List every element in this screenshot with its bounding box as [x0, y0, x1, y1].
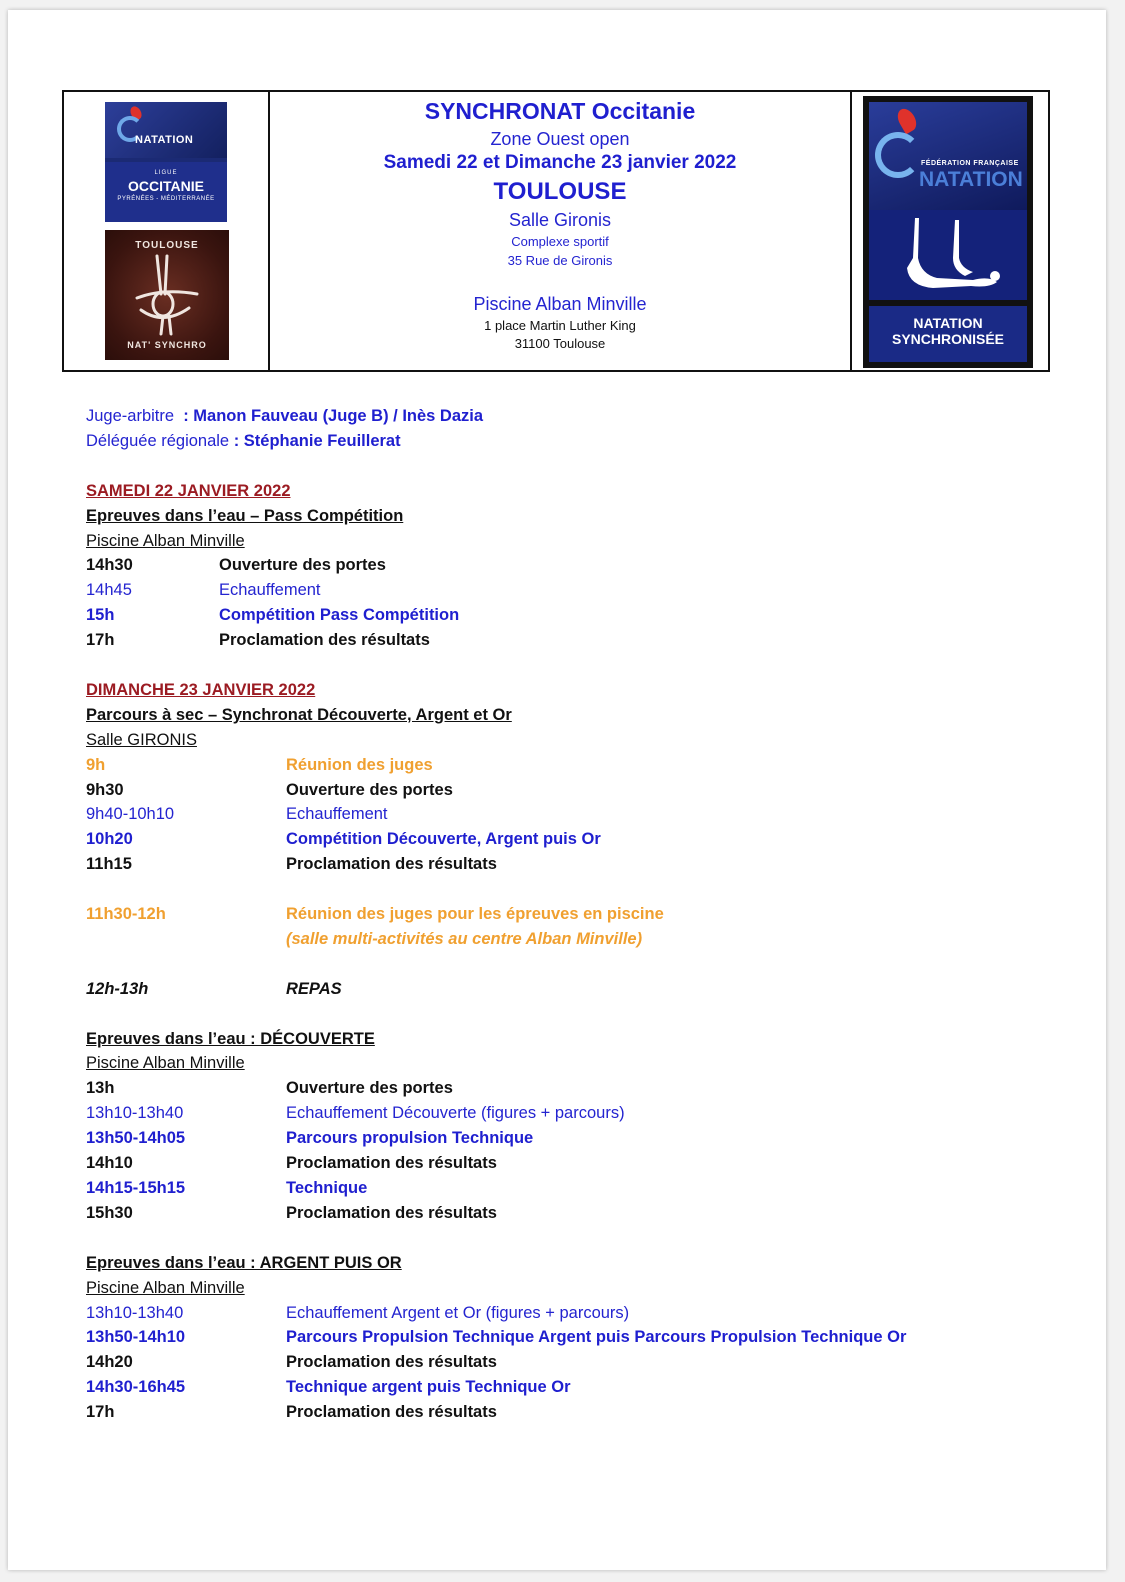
schedule-row: [86, 1350, 1066, 1375]
schedule-row: [86, 578, 1066, 603]
judges-meeting-note: (salle multi-activités au centre Alban Minville): [286, 929, 643, 948]
header-left-logos: [64, 92, 270, 370]
schedule-row: [86, 802, 1066, 827]
schedule-label: Ouverture des portes: [286, 1079, 453, 1098]
venue1-name: Salle Gironis: [508, 210, 612, 230]
schedule-label: Proclamation des résultats: [286, 1154, 497, 1173]
schedule-label: Proclamation des résultats: [286, 1353, 497, 1372]
schedule-time: 13h10-13h40: [86, 1303, 184, 1322]
meal-row: [86, 977, 1066, 1002]
schedule-row: [86, 1126, 1066, 1151]
argent-or-place: Piscine Alban Minville: [86, 1278, 245, 1297]
schedule-time: 13h10-13h40: [86, 1104, 184, 1123]
delegate-label: Déléguée régionale: [86, 431, 230, 450]
schedule-label: Parcours propulsion Technique: [286, 1129, 534, 1148]
sunday-heading: DIMANCHE 23 JANVIER 2022: [86, 680, 316, 699]
event-dates: Samedi 22 et Dimanche 23 janvier 2022: [383, 152, 737, 173]
schedule-row: [86, 628, 1066, 653]
swimmers-icon: [127, 254, 207, 338]
judges-meeting-row: [86, 902, 1066, 927]
schedule-label: Réunion des juges: [286, 755, 433, 774]
schedule-row: [86, 778, 1066, 803]
schedule-time: 14h45: [86, 581, 132, 600]
schedule-row: [86, 603, 1066, 628]
schedule-label: Proclamation des résultats: [286, 855, 497, 874]
schedule-row: [86, 827, 1066, 852]
event-city: TOULOUSE: [493, 178, 627, 205]
schedule-label: REPAS: [286, 979, 342, 998]
saturday-heading: SAMEDI 22 JANVIER 2022: [86, 481, 291, 500]
header-table: [62, 90, 1050, 372]
delegate-value: : Stéphanie Feuillerat: [233, 431, 401, 450]
judge-label: Juge-arbitre: [86, 407, 175, 425]
header-right-logo: [852, 92, 1048, 370]
logo-toulouse-text: TOULOUSE: [135, 240, 199, 251]
logo-ligue-text: LIGUE: [154, 170, 178, 176]
schedule-content: [86, 404, 1066, 1425]
document-page: [8, 10, 1106, 1570]
schedule-time: 9h40-10h10: [86, 805, 175, 824]
schedule-time: 11h15: [86, 855, 132, 874]
schedule-label: Technique argent puis Technique Or: [286, 1378, 571, 1397]
decouverte-place: Piscine Alban Minville: [86, 1054, 245, 1073]
logo-natsynchro-text: NAT' SYNCHRO: [127, 340, 207, 350]
schedule-label: Echauffement: [219, 581, 321, 600]
schedule-time: 12h-13h: [86, 979, 149, 998]
schedule-time: 13h: [86, 1079, 115, 1098]
logo-natation-text: NATATION: [919, 168, 1023, 191]
schedule-time: 17h: [86, 631, 115, 650]
schedule-label: Réunion des juges pour les épreuves en piscine: [286, 905, 664, 924]
schedule-row: [86, 1400, 1066, 1425]
schedule-time: 9h30: [86, 780, 124, 799]
schedule-label: Echauffement: [286, 805, 388, 824]
schedule-time: 14h30-16h45: [86, 1378, 186, 1397]
schedule-time: 9h: [86, 755, 106, 774]
schedule-row: [86, 852, 1066, 877]
schedule-time: 14h10: [86, 1154, 133, 1173]
schedule-label: Proclamation des résultats: [286, 1203, 497, 1222]
schedule-row: [86, 1151, 1066, 1176]
synchro-swimmers-icon: [893, 218, 1003, 292]
decouverte-section-heading: Epreuves dans l’eau : DÉCOUVERTE: [86, 1029, 375, 1048]
schedule-time: 14h20: [86, 1353, 133, 1372]
logo-natsync-line1: NATATION: [913, 315, 983, 331]
schedule-row: [86, 1375, 1066, 1400]
header-center: [270, 92, 852, 370]
logo-occitanie-text: OCCITANIE: [128, 178, 204, 194]
schedule-row: [86, 1076, 1066, 1101]
judges-meeting-note-row: [86, 927, 1066, 952]
toulouse-nat-synchro-logo: [105, 230, 229, 360]
saturday-section-heading: Epreuves dans l’eau – Pass Compétition: [86, 506, 404, 525]
schedule-row: [86, 553, 1066, 578]
schedule-label: Echauffement Découverte (figures + parcours): [286, 1104, 625, 1123]
schedule-label: Proclamation des résultats: [219, 631, 430, 650]
judge-value: : Manon Fauveau (Juge B) / Inès Dazia: [183, 407, 484, 425]
schedule-time: 14h15-15h15: [86, 1179, 186, 1198]
dry-section-heading: Parcours à sec – Synchronat Découverte, Argent et Or: [86, 705, 512, 724]
schedule-row: [86, 1301, 1066, 1326]
schedule-label: Echauffement Argent et Or (figures + parcours): [286, 1303, 630, 1322]
schedule-row: [86, 1101, 1066, 1126]
schedule-time: 14h30: [86, 556, 133, 575]
logo-ffn-text: FÉDÉRATION FRANÇAISE: [921, 160, 1019, 167]
event-zone: Zone Ouest open: [490, 129, 630, 149]
saturday-place: Piscine Alban Minville: [86, 531, 245, 550]
event-title: SYNCHRONAT Occitanie: [424, 98, 696, 124]
ffn-occitanie-logo: [105, 102, 227, 222]
schedule-label: Proclamation des résultats: [286, 1403, 497, 1422]
logo-natsync-line2: SYNCHRONISÉE: [891, 331, 1005, 347]
natation-synchronisee-logo: [863, 96, 1033, 368]
schedule-time: 17h: [86, 1403, 115, 1422]
schedule-label: Parcours Propulsion Technique Argent puis Parcours Propulsion Technique Or: [286, 1328, 907, 1347]
flame-icon: [894, 106, 920, 135]
venue2-name: Piscine Alban Minville: [473, 294, 647, 314]
schedule-label: Compétition Découverte, Argent puis Or: [286, 830, 601, 849]
swirl-icon: [875, 132, 921, 178]
logo-natation-text: NATATION: [135, 134, 194, 146]
schedule-row: [86, 1325, 1066, 1350]
schedule-row: [86, 753, 1066, 778]
schedule-label: Ouverture des portes: [219, 556, 386, 575]
schedule-time: 11h30-12h: [86, 905, 166, 924]
schedule-row: [86, 1201, 1066, 1226]
venue1-line2: 35 Rue de Gironis: [507, 253, 613, 268]
venue2-line2: 31100 Toulouse: [514, 336, 606, 351]
schedule-row: [86, 1176, 1066, 1201]
schedule-time: 10h20: [86, 830, 133, 849]
logo-occitanie-sub: PYRÉNÉES - MÉDITERRANÉE: [117, 196, 215, 202]
schedule-time: 15h30: [86, 1203, 133, 1222]
schedule-label: Compétition Pass Compétition: [219, 606, 460, 625]
venue1-line1: Complexe sportif: [511, 234, 609, 249]
delegate-row: [86, 429, 1066, 454]
dry-place: Salle GIRONIS: [86, 730, 197, 749]
schedule-label: Ouverture des portes: [286, 780, 453, 799]
schedule-time: 15h: [86, 606, 115, 625]
schedule-time: 13h50-14h10: [86, 1328, 186, 1347]
schedule-label: Technique: [286, 1179, 368, 1198]
schedule-time: 13h50-14h05: [86, 1129, 186, 1148]
venue2-line1: 1 place Martin Luther King: [484, 318, 636, 333]
judge-row: [86, 404, 1066, 429]
argent-or-section-heading: Epreuves dans l’eau : ARGENT PUIS OR: [86, 1253, 402, 1272]
